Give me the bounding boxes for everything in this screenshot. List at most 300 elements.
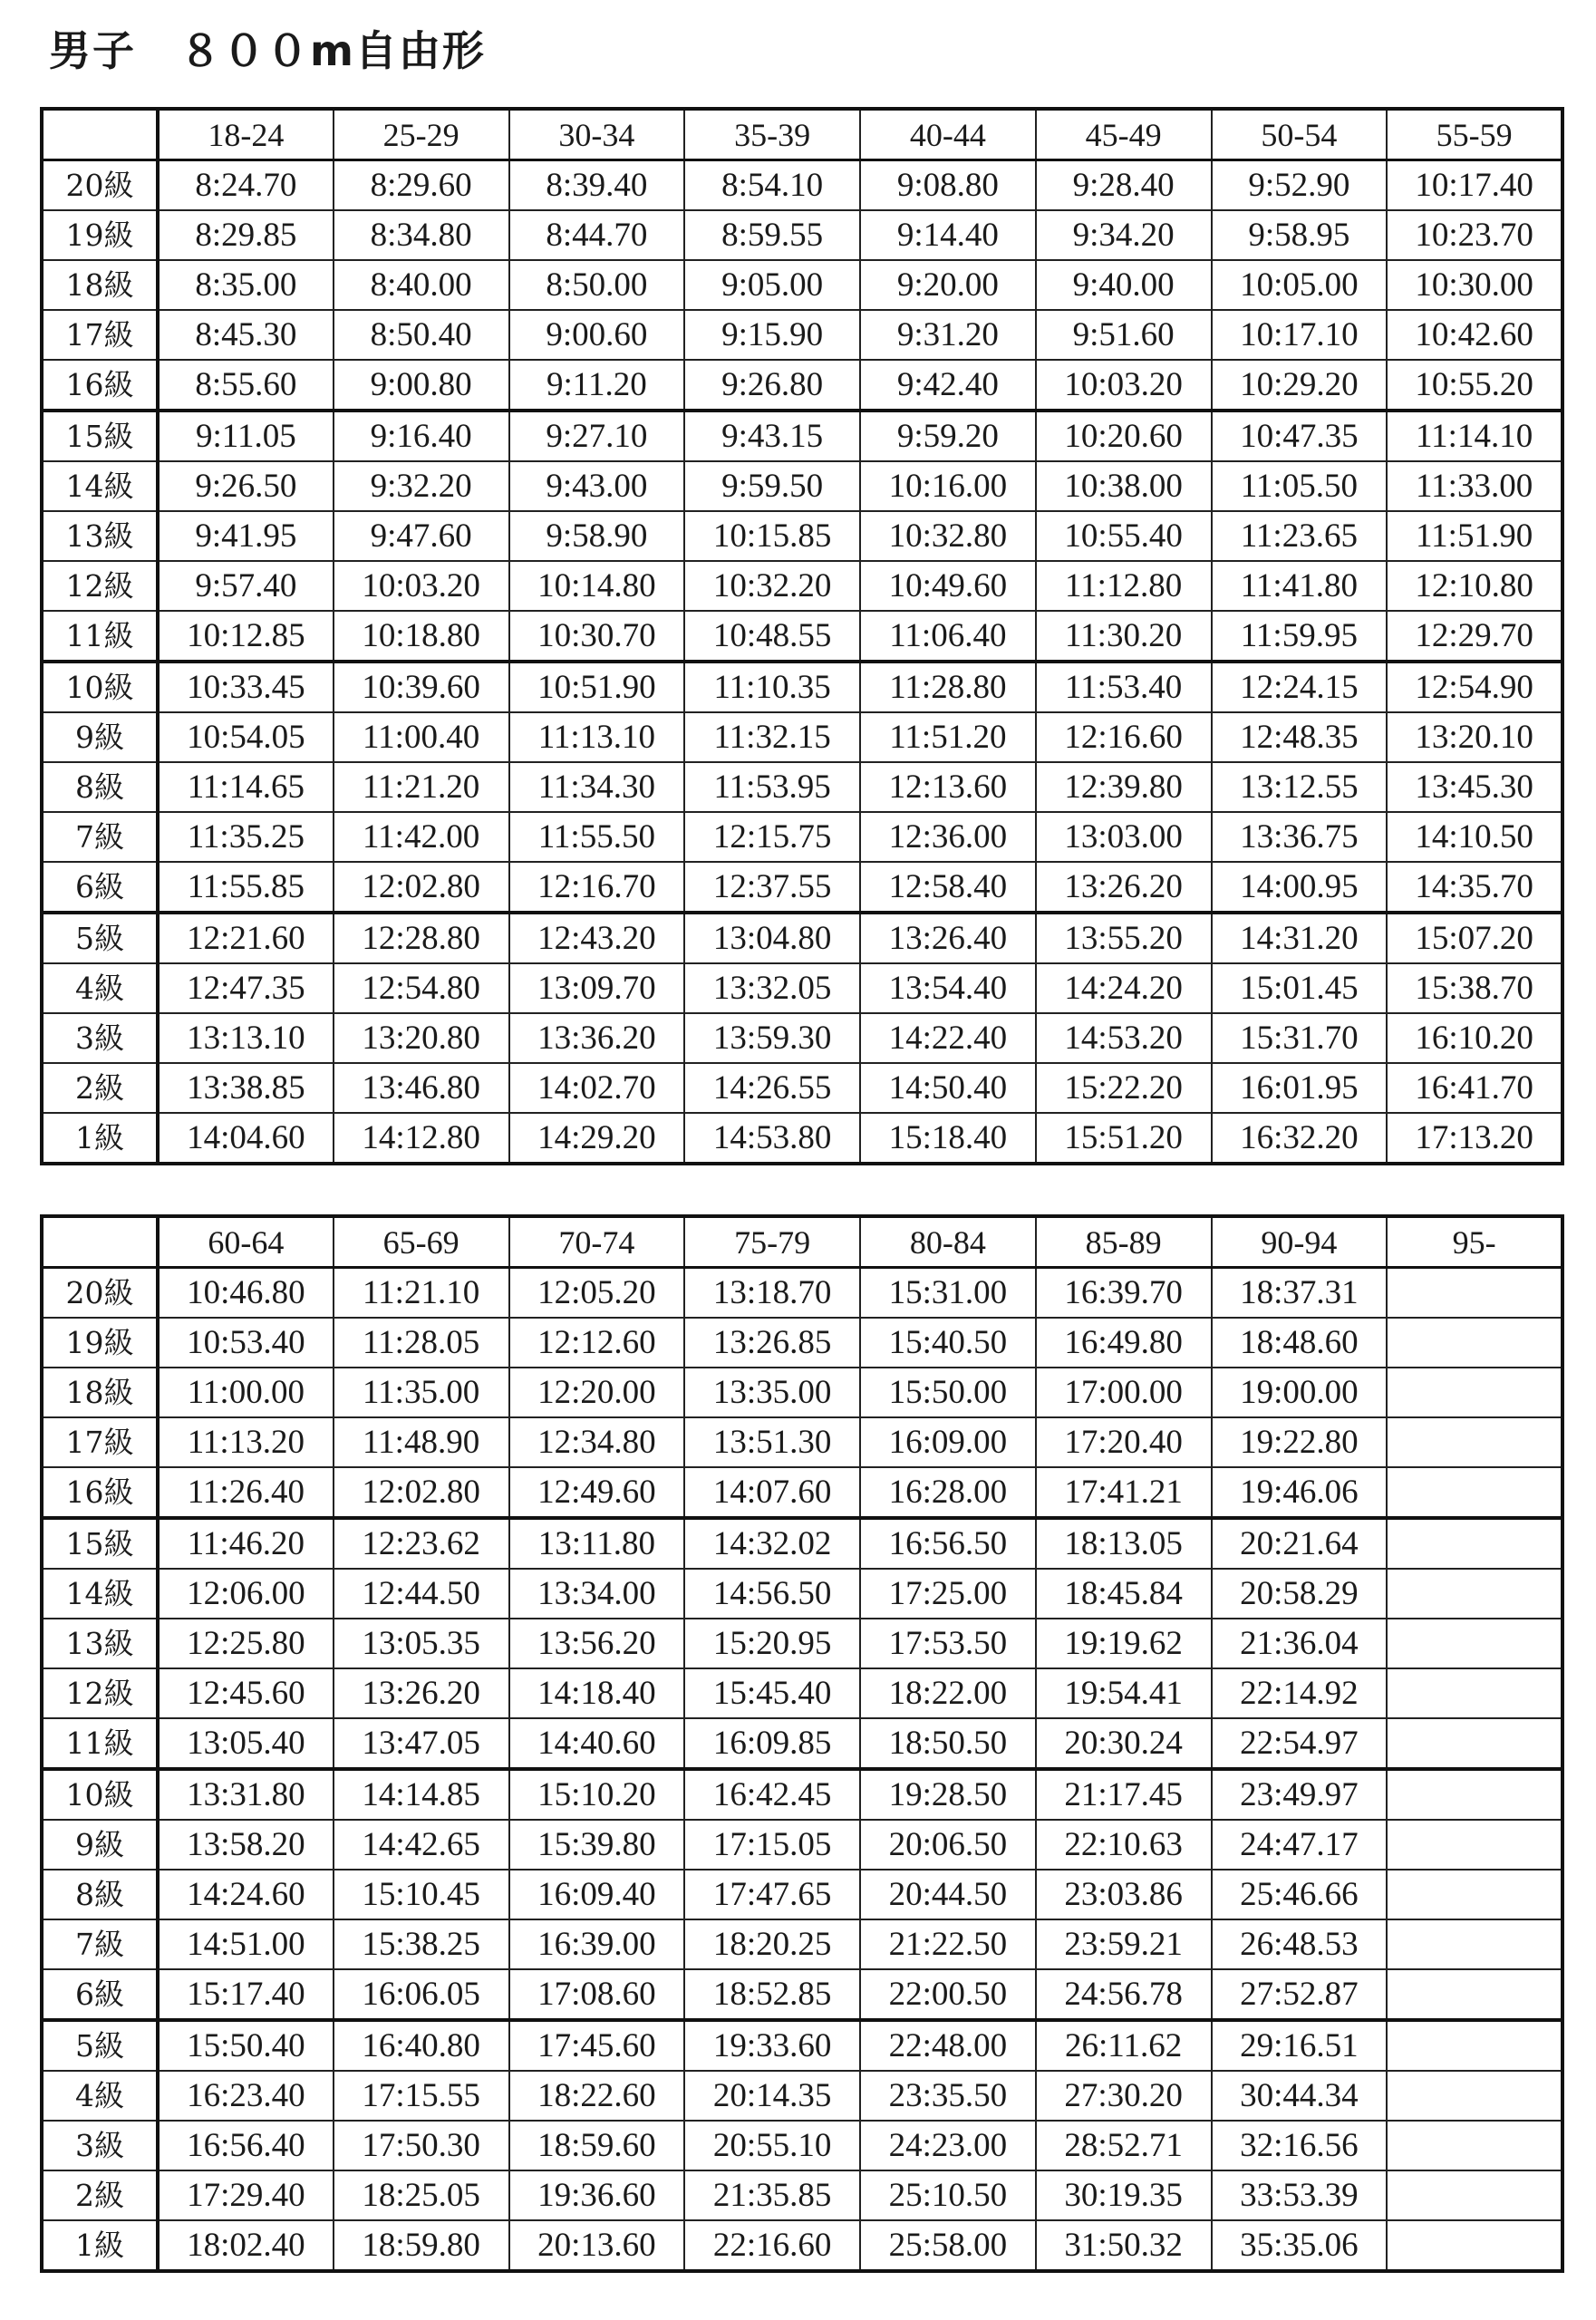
time-cell: 14:24.60: [158, 1870, 334, 1919]
grade-label: 17級: [42, 310, 158, 360]
time-cell: 14:56.50: [684, 1569, 860, 1619]
time-cell: 16:56.40: [158, 2121, 334, 2170]
time-cell: 18:37.31: [1212, 1268, 1388, 1319]
time-cell: 12:21.60: [158, 913, 334, 963]
time-cell: [1387, 1368, 1562, 1417]
time-cell: 14:53.20: [1036, 1013, 1212, 1063]
time-cell: 18:45.84: [1036, 1569, 1212, 1619]
time-cell: 8:44.70: [509, 210, 685, 260]
time-cell: 16:42.45: [684, 1769, 860, 1820]
time-cell: 9:31.20: [860, 310, 1036, 360]
time-cell: 12:44.50: [334, 1569, 509, 1619]
time-cell: 14:14.85: [334, 1769, 509, 1820]
time-cell: 15:20.95: [684, 1619, 860, 1668]
time-cell: 8:29.85: [158, 210, 334, 260]
table-row: [42, 1013, 1562, 1063]
time-cell: 9:26.50: [158, 461, 334, 511]
grade-label: 15級: [42, 411, 158, 461]
grade-label: 11級: [42, 611, 158, 662]
time-cell: 12:45.60: [158, 1668, 334, 1718]
header-row: [42, 109, 1562, 160]
time-cell: 13:09.70: [509, 963, 685, 1013]
time-cell: 15:38.70: [1387, 963, 1562, 1013]
time-cell: 9:11.20: [509, 360, 685, 411]
time-cell: 17:25.00: [860, 1569, 1036, 1619]
time-cell: 12:58.40: [860, 862, 1036, 913]
grade-label: 3級: [42, 1013, 158, 1063]
table-row: [42, 160, 1562, 211]
table-row: [42, 411, 1562, 461]
time-cell: 14:04.60: [158, 1113, 334, 1164]
time-cell: 11:53.40: [1036, 662, 1212, 712]
time-cell: 9:32.20: [334, 461, 509, 511]
time-cell: 11:13.20: [158, 1417, 334, 1467]
time-cell: 9:27.10: [509, 411, 685, 461]
time-cell: 19:46.06: [1212, 1467, 1388, 1518]
age-group-header: 40-44: [860, 109, 1036, 160]
age-group-header: 45-49: [1036, 109, 1212, 160]
time-cell: 10:38.00: [1036, 461, 1212, 511]
time-cell: 17:15.05: [684, 1820, 860, 1870]
time-cell: 12:10.80: [1387, 561, 1562, 611]
time-cell: [1387, 1518, 1562, 1569]
time-cell: 16:06.05: [334, 1969, 509, 2020]
time-cell: 26:48.53: [1212, 1919, 1388, 1969]
time-cell: 9:14.40: [860, 210, 1036, 260]
time-cell: [1387, 2220, 1562, 2271]
time-cell: [1387, 1919, 1562, 1969]
time-cell: 14:00.95: [1212, 862, 1388, 913]
grade-label: 16級: [42, 1467, 158, 1518]
time-cell: 11:35.00: [334, 1368, 509, 1417]
time-cell: 13:20.10: [1387, 712, 1562, 762]
time-cell: 13:18.70: [684, 1268, 860, 1319]
table-row: [42, 1113, 1562, 1164]
table-row: [42, 1969, 1562, 2020]
time-cell: 12:25.80: [158, 1619, 334, 1668]
time-cell: 9:52.90: [1212, 160, 1388, 211]
time-cell: 21:17.45: [1036, 1769, 1212, 1820]
time-cell: 9:15.90: [684, 310, 860, 360]
time-cell: 16:40.80: [334, 2020, 509, 2071]
time-cell: [1387, 1619, 1562, 1668]
time-cell: 9:40.00: [1036, 260, 1212, 310]
time-cell: 18:13.05: [1036, 1518, 1212, 1569]
time-cell: 13:05.40: [158, 1718, 334, 1769]
time-cell: 19:00.00: [1212, 1368, 1388, 1417]
time-cell: 13:36.75: [1212, 812, 1388, 862]
time-cell: 10:30.00: [1387, 260, 1562, 310]
time-cell: 15:45.40: [684, 1668, 860, 1718]
time-cell: 16:09.40: [509, 1870, 685, 1919]
time-cell: 13:56.20: [509, 1619, 685, 1668]
grade-label: 13級: [42, 1619, 158, 1668]
time-cell: 23:59.21: [1036, 1919, 1212, 1969]
age-group-header: 85-89: [1036, 1216, 1212, 1268]
time-cell: 17:15.55: [334, 2071, 509, 2121]
time-cell: 11:46.20: [158, 1518, 334, 1569]
time-cell: [1387, 1268, 1562, 1319]
time-cell: 11:00.40: [334, 712, 509, 762]
grade-table-ages-18-59: [40, 107, 1564, 1165]
table-row: [42, 1619, 1562, 1668]
time-cell: 15:17.40: [158, 1969, 334, 2020]
table-row: [42, 1417, 1562, 1467]
table-row: [42, 762, 1562, 812]
grade-label: 18級: [42, 1368, 158, 1417]
time-cell: [1387, 1769, 1562, 1820]
age-group-header: 55-59: [1387, 109, 1562, 160]
grade-table-ages-60-plus: [40, 1214, 1564, 2273]
time-cell: 18:59.80: [334, 2220, 509, 2271]
time-cell: 14:02.70: [509, 1063, 685, 1113]
time-cell: 19:22.80: [1212, 1417, 1388, 1467]
time-cell: [1387, 1870, 1562, 1919]
time-cell: 14:42.65: [334, 1820, 509, 1870]
table-row: [42, 1467, 1562, 1518]
time-cell: 8:35.00: [158, 260, 334, 310]
time-cell: 11:21.10: [334, 1268, 509, 1319]
time-cell: 25:46.66: [1212, 1870, 1388, 1919]
time-cell: 12:43.20: [509, 913, 685, 963]
time-cell: 12:54.80: [334, 963, 509, 1013]
time-cell: 11:30.20: [1036, 611, 1212, 662]
time-cell: 17:50.30: [334, 2121, 509, 2170]
time-cell: 15:31.70: [1212, 1013, 1388, 1063]
corner-cell: [42, 1216, 158, 1268]
grade-label: 2級: [42, 2170, 158, 2220]
time-cell: 9:57.40: [158, 561, 334, 611]
time-cell: 15:50.00: [860, 1368, 1036, 1417]
time-cell: 17:20.40: [1036, 1417, 1212, 1467]
time-cell: 13:54.40: [860, 963, 1036, 1013]
time-cell: 11:26.40: [158, 1467, 334, 1518]
time-cell: 16:39.00: [509, 1919, 685, 1969]
time-cell: 15:38.25: [334, 1919, 509, 1969]
time-cell: 10:46.80: [158, 1268, 334, 1319]
time-cell: 12:37.55: [684, 862, 860, 913]
time-cell: 12:15.75: [684, 812, 860, 862]
grade-label: 13級: [42, 511, 158, 561]
time-cell: 9:26.80: [684, 360, 860, 411]
time-cell: 8:34.80: [334, 210, 509, 260]
age-group-header: 65-69: [334, 1216, 509, 1268]
time-cell: 20:30.24: [1036, 1718, 1212, 1769]
age-group-header: 70-74: [509, 1216, 685, 1268]
grade-label: 1級: [42, 2220, 158, 2271]
time-cell: 12:36.00: [860, 812, 1036, 862]
time-cell: 9:59.50: [684, 461, 860, 511]
time-cell: 11:41.80: [1212, 561, 1388, 611]
time-cell: 10:17.10: [1212, 310, 1388, 360]
grade-label: 14級: [42, 461, 158, 511]
time-cell: 10:05.00: [1212, 260, 1388, 310]
time-cell: 10:14.80: [509, 561, 685, 611]
age-group-header: 95-: [1387, 1216, 1562, 1268]
time-cell: 24:56.78: [1036, 1969, 1212, 2020]
time-cell: 24:23.00: [860, 2121, 1036, 2170]
time-cell: 12:06.00: [158, 1569, 334, 1619]
corner-cell: [42, 109, 158, 160]
time-cell: 14:18.40: [509, 1668, 685, 1718]
grade-label: 8級: [42, 762, 158, 812]
age-group-header: 18-24: [158, 109, 334, 160]
time-cell: 10:48.55: [684, 611, 860, 662]
time-cell: 12:24.15: [1212, 662, 1388, 712]
time-cell: 11:05.50: [1212, 461, 1388, 511]
grade-label: 10級: [42, 662, 158, 712]
time-cell: 20:58.29: [1212, 1569, 1388, 1619]
time-cell: 12:02.80: [334, 862, 509, 913]
time-cell: 17:13.20: [1387, 1113, 1562, 1164]
time-cell: 8:24.70: [158, 160, 334, 211]
time-cell: 20:21.64: [1212, 1518, 1388, 1569]
time-cell: 27:30.20: [1036, 2071, 1212, 2121]
page-title: 男子 ８００m自由形: [49, 26, 486, 75]
time-cell: 9:34.20: [1036, 210, 1212, 260]
time-cell: 11:14.10: [1387, 411, 1562, 461]
time-cell: 11:14.65: [158, 762, 334, 812]
time-cell: 14:51.00: [158, 1919, 334, 1969]
time-cell: 8:29.60: [334, 160, 509, 211]
time-cell: 10:20.60: [1036, 411, 1212, 461]
table-row: [42, 1718, 1562, 1769]
time-cell: 12:05.20: [509, 1268, 685, 1319]
table-row: [42, 1368, 1562, 1417]
time-cell: [1387, 2170, 1562, 2220]
time-cell: 10:12.85: [158, 611, 334, 662]
time-cell: 12:16.70: [509, 862, 685, 913]
time-cell: 16:28.00: [860, 1467, 1036, 1518]
time-cell: 12:02.80: [334, 1467, 509, 1518]
time-cell: 8:50.40: [334, 310, 509, 360]
time-cell: 12:47.35: [158, 963, 334, 1013]
time-cell: 27:52.87: [1212, 1969, 1388, 2020]
time-cell: 10:47.35: [1212, 411, 1388, 461]
grade-label: 19級: [42, 210, 158, 260]
time-cell: 10:30.70: [509, 611, 685, 662]
time-cell: 8:55.60: [158, 360, 334, 411]
time-cell: 10:03.20: [334, 561, 509, 611]
age-group-header: 25-29: [334, 109, 509, 160]
time-cell: 14:53.80: [684, 1113, 860, 1164]
time-cell: 9:42.40: [860, 360, 1036, 411]
time-cell: 18:22.60: [509, 2071, 685, 2121]
time-cell: 13:32.05: [684, 963, 860, 1013]
time-cell: 13:26.20: [334, 1668, 509, 1718]
time-cell: 9:47.60: [334, 511, 509, 561]
time-cell: 12:34.80: [509, 1417, 685, 1467]
time-cell: 10:23.70: [1387, 210, 1562, 260]
time-cell: 12:13.60: [860, 762, 1036, 812]
time-cell: 18:48.60: [1212, 1318, 1388, 1368]
time-cell: [1387, 1467, 1562, 1518]
time-cell: 10:42.60: [1387, 310, 1562, 360]
table-row: [42, 461, 1562, 511]
table-row: [42, 360, 1562, 411]
time-cell: 9:20.00: [860, 260, 1036, 310]
time-cell: 18:25.05: [334, 2170, 509, 2220]
time-cell: 15:51.20: [1036, 1113, 1212, 1164]
time-cell: 22:16.60: [684, 2220, 860, 2271]
time-cell: 13:59.30: [684, 1013, 860, 1063]
time-cell: 14:50.40: [860, 1063, 1036, 1113]
age-group-header: 30-34: [509, 109, 685, 160]
table-row: [42, 1318, 1562, 1368]
time-cell: 23:35.50: [860, 2071, 1036, 2121]
time-cell: 16:09.00: [860, 1417, 1036, 1467]
time-cell: 12:12.60: [509, 1318, 685, 1368]
time-cell: 17:45.60: [509, 2020, 685, 2071]
time-cell: 16:39.70: [1036, 1268, 1212, 1319]
time-cell: [1387, 1668, 1562, 1718]
time-cell: 13:03.00: [1036, 812, 1212, 862]
time-cell: 12:29.70: [1387, 611, 1562, 662]
time-cell: 20:06.50: [860, 1820, 1036, 1870]
time-cell: 23:03.86: [1036, 1870, 1212, 1919]
time-cell: 16:10.20: [1387, 1013, 1562, 1063]
time-cell: 11:59.95: [1212, 611, 1388, 662]
time-cell: 12:39.80: [1036, 762, 1212, 812]
time-cell: 10:32.20: [684, 561, 860, 611]
time-cell: 11:00.00: [158, 1368, 334, 1417]
time-cell: 15:01.45: [1212, 963, 1388, 1013]
time-cell: 8:40.00: [334, 260, 509, 310]
time-cell: 15:07.20: [1387, 913, 1562, 963]
time-cell: [1387, 1318, 1562, 1368]
time-cell: 30:44.34: [1212, 2071, 1388, 2121]
grade-label: 5級: [42, 2020, 158, 2071]
time-cell: 18:59.60: [509, 2121, 685, 2170]
time-cell: 11:06.40: [860, 611, 1036, 662]
time-cell: [1387, 2020, 1562, 2071]
table-row: [42, 561, 1562, 611]
age-group-header: 90-94: [1212, 1216, 1388, 1268]
grade-label: 14級: [42, 1569, 158, 1619]
time-cell: 20:44.50: [860, 1870, 1036, 1919]
time-cell: 10:18.80: [334, 611, 509, 662]
time-cell: 9:41.95: [158, 511, 334, 561]
time-cell: 13:26.20: [1036, 862, 1212, 913]
grade-label: 9級: [42, 1820, 158, 1870]
time-cell: 25:10.50: [860, 2170, 1036, 2220]
time-cell: 24:47.17: [1212, 1820, 1388, 1870]
time-cell: [1387, 2121, 1562, 2170]
time-cell: 10:33.45: [158, 662, 334, 712]
time-cell: 15:18.40: [860, 1113, 1036, 1164]
time-cell: [1387, 1969, 1562, 2020]
time-cell: 22:14.92: [1212, 1668, 1388, 1718]
time-cell: 25:58.00: [860, 2220, 1036, 2271]
time-cell: 16:09.85: [684, 1718, 860, 1769]
age-group-header: 50-54: [1212, 109, 1388, 160]
time-cell: 9:43.15: [684, 411, 860, 461]
grade-label: 19級: [42, 1318, 158, 1368]
time-cell: 11:23.65: [1212, 511, 1388, 561]
age-group-header: 60-64: [158, 1216, 334, 1268]
time-cell: 14:10.50: [1387, 812, 1562, 862]
time-cell: 10:55.40: [1036, 511, 1212, 561]
time-cell: [1387, 2071, 1562, 2121]
time-cell: 20:13.60: [509, 2220, 685, 2271]
table-row: [42, 1820, 1562, 1870]
time-cell: 18:50.50: [860, 1718, 1036, 1769]
table-row: [42, 2071, 1562, 2121]
time-cell: 12:49.60: [509, 1467, 685, 1518]
time-cell: 14:22.40: [860, 1013, 1036, 1063]
table-row: [42, 712, 1562, 762]
table-row: [42, 1518, 1562, 1569]
grade-label: 6級: [42, 862, 158, 913]
time-cell: 9:16.40: [334, 411, 509, 461]
time-cell: 13:12.55: [1212, 762, 1388, 812]
table-row: [42, 1870, 1562, 1919]
time-cell: 14:40.60: [509, 1718, 685, 1769]
time-cell: 17:47.65: [684, 1870, 860, 1919]
grade-label: 17級: [42, 1417, 158, 1467]
time-cell: 17:08.60: [509, 1969, 685, 2020]
time-cell: 16:41.70: [1387, 1063, 1562, 1113]
age-group-header: 35-39: [684, 109, 860, 160]
time-cell: 13:11.80: [509, 1518, 685, 1569]
time-cell: 13:47.05: [334, 1718, 509, 1769]
grade-label: 18級: [42, 260, 158, 310]
time-cell: 17:29.40: [158, 2170, 334, 2220]
time-cell: 13:13.10: [158, 1013, 334, 1063]
grade-label: 4級: [42, 963, 158, 1013]
time-cell: 14:24.20: [1036, 963, 1212, 1013]
time-cell: 11:28.05: [334, 1318, 509, 1368]
time-cell: 12:23.62: [334, 1518, 509, 1569]
grade-label: 1級: [42, 1113, 158, 1164]
time-cell: 15:50.40: [158, 2020, 334, 2071]
time-cell: 10:32.80: [860, 511, 1036, 561]
time-cell: 10:54.05: [158, 712, 334, 762]
time-cell: 15:40.50: [860, 1318, 1036, 1368]
time-cell: [1387, 1569, 1562, 1619]
time-cell: 12:20.00: [509, 1368, 685, 1417]
time-cell: 9:28.40: [1036, 160, 1212, 211]
time-cell: 30:19.35: [1036, 2170, 1212, 2220]
time-cell: 10:49.60: [860, 561, 1036, 611]
time-cell: 16:23.40: [158, 2071, 334, 2121]
time-cell: 13:20.80: [334, 1013, 509, 1063]
table-row: [42, 210, 1562, 260]
time-cell: 11:55.50: [509, 812, 685, 862]
grade-label: 3級: [42, 2121, 158, 2170]
time-cell: 11:42.00: [334, 812, 509, 862]
time-cell: 8:50.00: [509, 260, 685, 310]
time-cell: 8:45.30: [158, 310, 334, 360]
time-cell: 10:17.40: [1387, 160, 1562, 211]
time-cell: 15:31.00: [860, 1268, 1036, 1319]
table-row: [42, 963, 1562, 1013]
time-cell: 21:36.04: [1212, 1619, 1388, 1668]
grade-label: 16級: [42, 360, 158, 411]
time-cell: 14:35.70: [1387, 862, 1562, 913]
time-cell: 16:56.50: [860, 1518, 1036, 1569]
time-cell: 17:41.21: [1036, 1467, 1212, 1518]
time-cell: 33:53.39: [1212, 2170, 1388, 2220]
time-cell: 16:01.95: [1212, 1063, 1388, 1113]
time-cell: 9:05.00: [684, 260, 860, 310]
time-cell: 9:11.05: [158, 411, 334, 461]
time-cell: 11:13.10: [509, 712, 685, 762]
table-row: [42, 2220, 1562, 2271]
time-cell: [1387, 1417, 1562, 1467]
grade-label: 4級: [42, 2071, 158, 2121]
time-cell: 19:28.50: [860, 1769, 1036, 1820]
